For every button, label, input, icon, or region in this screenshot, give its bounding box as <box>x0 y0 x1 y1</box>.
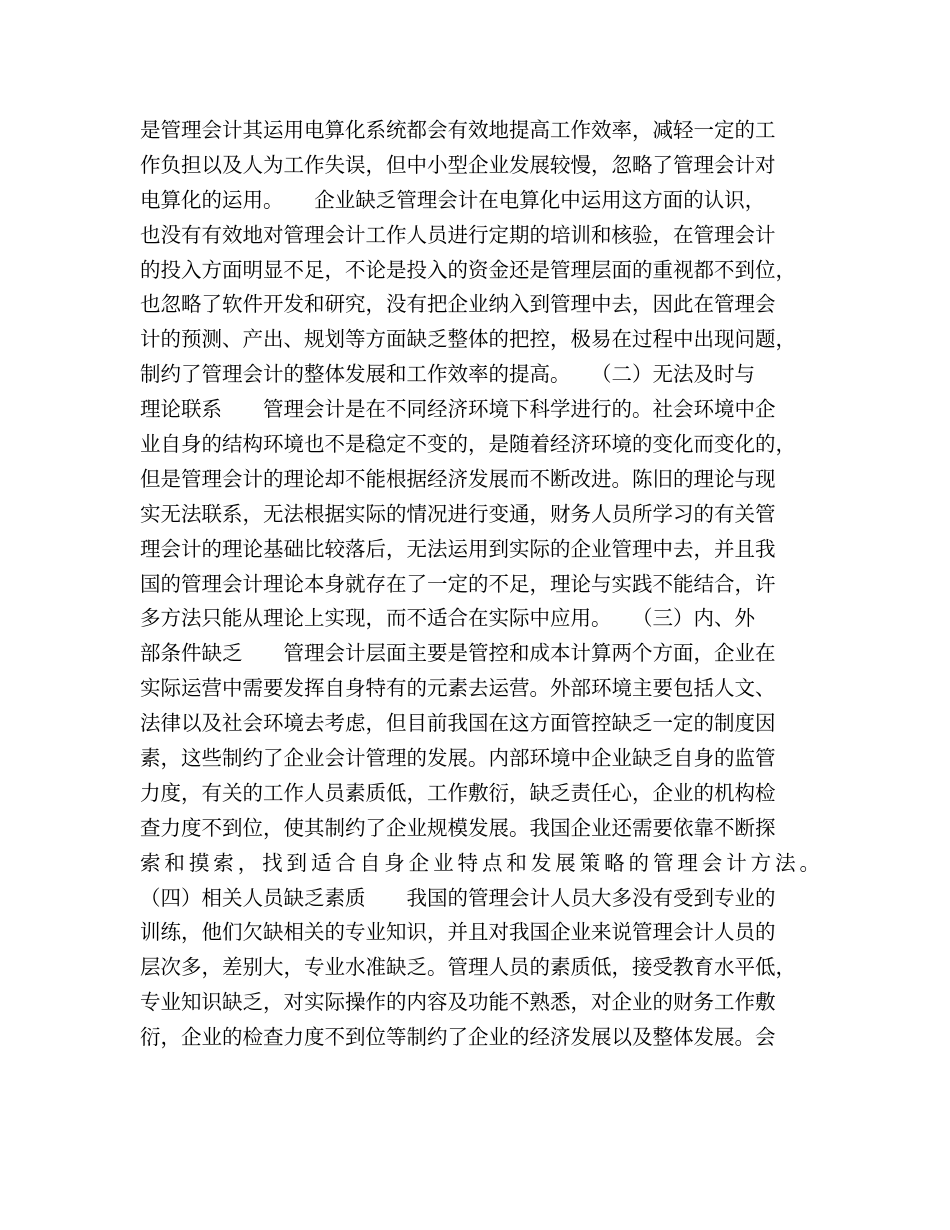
text-line: 索和摸索，找到适合自身企业特点和发展策略的管理会计方法。 <box>140 850 820 875</box>
text-line: 训练，他们欠缺相关的专业知识，并且对我国企业来说管理会计人员的 <box>140 920 776 945</box>
text-line: 力度，有关的工作人员素质低，工作敷衍，缺乏责任心，企业的机构检 <box>140 780 776 805</box>
text-line: 理论联系 管理会计是在不同经济环境下科学进行的。社会环境中企 <box>140 397 776 422</box>
text-line: 制约了管理会计的整体发展和工作效率的提高。 （二）无法及时与 <box>140 362 755 387</box>
text-line: 专业知识缺乏，对实际操作的内容及功能不熟悉，对企业的财务工作敷 <box>140 990 776 1015</box>
text-line: 国的管理会计理论本身就存在了一定的不足，理论与实践不能结合，许 <box>140 571 776 596</box>
body-text <box>140 113 820 1055</box>
text-line: 多方法只能从理论上实现，而不适合在实际中应用。 （三）内、外 <box>140 606 755 631</box>
text-line: 层次多，差别大，专业水准缺乏。管理人员的素质低，接受教育水平低， <box>140 955 796 980</box>
text-line: 是管理会计其运用电算化系统都会有效地提高工作效率，减轻一定的工 <box>140 118 776 142</box>
text-line: 素，这些制约了企业会计管理的发展。内部环境中企业缺乏自身的监管 <box>140 746 776 771</box>
text-line: 实无法联系，无法根据实际的情况进行变通，财务人员所学习的有关管 <box>140 501 776 526</box>
text-line: 部条件缺乏 管理会计层面主要是管控和成本计算两个方面，企业在 <box>140 641 776 666</box>
text-line: 但是管理会计的理论却不能根据经济发展而不断改进。陈旧的理论与现 <box>140 466 776 491</box>
text-line: 理会计的理论基础比较落后，无法运用到实际的企业管理中去，并且我 <box>140 536 776 561</box>
text-line: 也忽略了软件开发和研究，没有把企业纳入到管理中去，因此在管理会 <box>140 292 776 317</box>
text-line: 电算化的运用。 企业缺乏管理会计在电算化中运用这方面的认识， <box>140 187 766 212</box>
text-line: 作负担以及人为工作失误，但中小型企业发展较慢，忽略了管理会计对 <box>140 152 776 177</box>
text-line: 的投入方面明显不足，不论是投入的资金还是管理层面的重视都不到位， <box>140 257 796 282</box>
text-line: 法律以及社会环境去考虑，但目前我国在这方面管控缺乏一定的制度因 <box>140 711 776 736</box>
text-line: （四）相关人员缺乏素质 我国的管理会计人员大多没有受到专业的 <box>140 885 776 910</box>
text-line: 计的预测、产出、规划等方面缺乏整体的把控，极易在过程中出现问题， <box>140 327 796 352</box>
text-line: 业自身的结构环境也不是稳定不变的，是随着经济环境的变化而变化的， <box>140 432 796 457</box>
text-line: 衍，企业的检查力度不到位等制约了企业的经济发展以及整体发展。会 <box>140 1025 776 1050</box>
text-line: 也没有有效地对管理会计工作人员进行定期的培训和核验，在管理会计 <box>140 222 776 247</box>
text-line: 实际运营中需要发挥自身特有的元素去运营。外部环境主要包括人文、 <box>140 676 776 701</box>
text-line: 查力度不到位，使其制约了企业规模发展。我国企业还需要依靠不断探 <box>140 815 776 840</box>
